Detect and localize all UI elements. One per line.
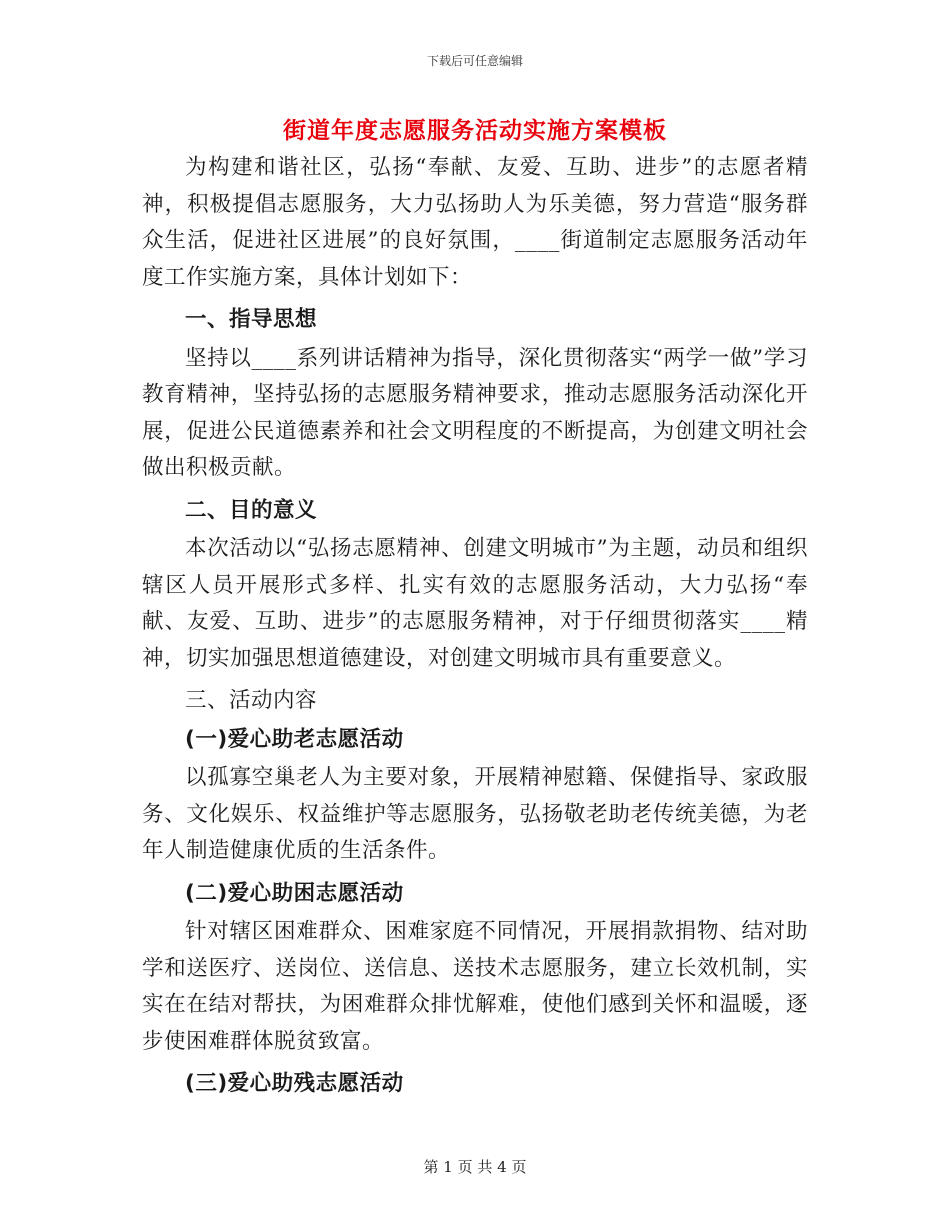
- page-number: 第 1 页 共 4 页: [423, 1158, 527, 1176]
- document-body: [142, 150, 808, 1103]
- document-title: 街道年度志愿服务活动实施方案模板: [283, 118, 667, 144]
- page-header-note: 下载后可任意编辑: [426, 54, 523, 68]
- intro-paragraph: 为构建和谐社区，弘扬“奉献、友爱、互助、进步”的志愿者精神，积极提倡志愿服务，大力弘扬助人为乐美德，努力营造“服务群众生活，促进社区进展”的良好氛围，____街道制定志愿服务活动年度工作实施方案，具体计划如下：: [142, 155, 808, 290]
- section-body-purpose: 本次活动以“弘扬志愿精神、创建文明城市”为主题，动员和组织辖区人员开展形式多样、扎实有效的志愿服务活动，大力弘扬“奉献、友爱、互助、进步”的志愿服务精神，对于仔细贯彻落实____精神，切实加强思想道德建设，对创建文明城市具有重要意义。: [142, 536, 808, 671]
- section-heading-activities: 三、活动内容: [185, 688, 318, 713]
- section-heading-guiding-ideology: 一、指导思想: [185, 307, 318, 332]
- section-body-guiding-ideology: 坚持以____系列讲话精神为指导，深化贯彻落实“两学一做”学习教育精神，坚持弘扬的志愿服务精神要求，推动志愿服务活动深化开展，促进公民道德素养和社会文明程度的不断提高，为创建文明社会做出积极贡献。: [142, 345, 808, 480]
- subsection-heading-disabled: (三)爱心助残志愿活动: [185, 1071, 404, 1096]
- subsection-body-poverty: 针对辖区困难群众、困难家庭不同情况，开展捐款捐物、结对助学和送医疗、送岗位、送信息、送技术志愿服务，建立长效机制，实实在在结对帮扶，为困难群众排忧解难，使他们感到关怀和温暖，逐步使困难群体脱贫致富。: [142, 919, 808, 1054]
- subsection-heading-elderly: (一)爱心助老志愿活动: [185, 726, 404, 752]
- subsection-heading-poverty: (二)爱心助困志愿活动: [185, 880, 404, 906]
- section-heading-purpose: 二、目的意义: [185, 497, 318, 523]
- subsection-body-elderly: 以孤寡空巢老人为主要对象，开展精神慰籍、保健指导、家政服务、文化娱乐、权益维护等志愿服务，弘扬敬老助老传统美德，为老年人制造健康优质的生活条件。: [142, 765, 808, 863]
